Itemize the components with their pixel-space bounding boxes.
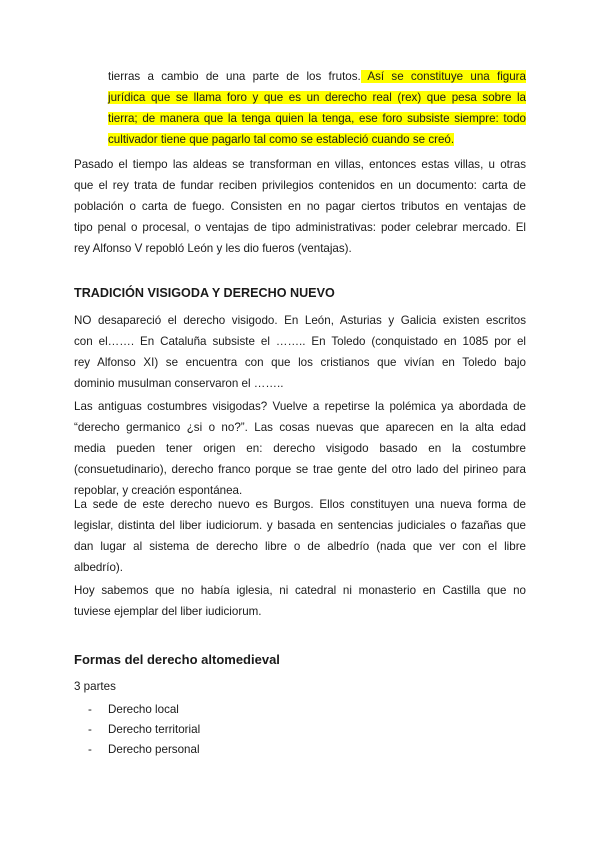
parts-label [74, 676, 526, 697]
text-line: Hoy sabemos que no había iglesia, ni catedral ni monasterio en Castilla que no [74, 584, 526, 597]
text-line: repoblar, y creación espontánea. [74, 484, 243, 497]
section-heading: Formas del derecho altomedieval [74, 652, 280, 667]
text-line [108, 88, 526, 109]
text-line: dominio musulman conservaron el …….. [74, 377, 284, 390]
text-line: media pueden tener origen en: derecho visigodo basado en la costumbre [74, 442, 526, 455]
text-line: 3 partes [74, 680, 116, 693]
text-line: población o carta de fuego. Consisten en no pagar ciertos tributos en ventajas de [74, 200, 526, 213]
text-line: rey Alfonso V repobló León y les dio fueros (ventajas). [74, 242, 352, 255]
highlighted-text: jurídica que se llama foro y que es un derecho real (rex) que pesa sobre la [108, 91, 526, 104]
text-line: dan lugar al sistema de derecho libre o de albedrío (nada que ver con el libre [74, 540, 526, 553]
section-heading: TRADICIÓN VISIGODA Y DERECHO NUEVO [74, 286, 335, 300]
text-line: “derecho germanico ¿si o no?”. Las cosas nuevas que aparecen en la alta edad [74, 421, 526, 434]
paragraph-villas [74, 154, 526, 259]
indented-paragraph [108, 67, 526, 151]
paragraph-visigodo [74, 310, 526, 394]
text-segment: tierras a cambio de una parte de los frutos. [108, 70, 361, 83]
text-line: Las antiguas costumbres visigodas? Vuelve a repetirse la polémica ya abordada de [74, 400, 526, 413]
list-bullet: - [88, 743, 92, 756]
list-bullet: - [88, 703, 92, 716]
text-line [108, 109, 526, 130]
text-line: rey Alfonso XI) se encuentra con que los cristianos que vivían en Toledo bajo [74, 356, 526, 369]
text-line: legislar, distinta del liber iudiciorum. y basada en sentencias judiciales o fazañas que [74, 519, 526, 532]
list-bullet: - [88, 723, 92, 736]
text-line [108, 130, 526, 151]
text-line: tipo penal o procesal, o ventajas de tipo administrativas: poder celebrar mercado. El [74, 221, 526, 234]
paragraph-costumbres [74, 396, 526, 501]
list-item-label: Derecho personal [108, 743, 200, 756]
highlighted-text: tierra; de manera que la tenga quien la tenga, ese foro subsiste siempre: todo [108, 112, 526, 125]
paragraph-burgos [74, 494, 526, 578]
text-line: La sede de este derecho nuevo es Burgos. Ellos constituyen una nueva forma de [74, 498, 526, 511]
text-line: albedrío). [74, 561, 123, 574]
highlighted-text: cultivador tiene que pagarlo tal como se estableció cuando se creó. [108, 133, 455, 146]
text-line: (consuetudinario), derecho franco porque se trae gente del otro lado del pirineo para [74, 463, 526, 476]
list-item [88, 723, 200, 736]
paragraph-hoy [74, 580, 526, 622]
text-line: Pasado el tiempo las aldeas se transforman en villas, entonces estas villas, u otras [74, 158, 526, 171]
text-line: con el……. En Cataluña subsiste el …….. En Toledo (conquistado en 1085 por el [74, 335, 526, 348]
list-item [88, 743, 200, 756]
text-line: NO desapareció el derecho visigodo. En León, Asturias y Galicia existen escritos [74, 314, 526, 327]
text-line: que el rey trata de fundar reciben privilegios contenidos en un documento: carta de [74, 179, 526, 192]
text-line [108, 67, 526, 88]
list-item [88, 703, 179, 716]
list-item-label: Derecho local [108, 703, 179, 716]
list-item-label: Derecho territorial [108, 723, 201, 736]
highlighted-text: Así se constituye una figura [360, 70, 526, 83]
text-line: tuviese ejemplar del liber iudiciorum. [74, 605, 262, 618]
